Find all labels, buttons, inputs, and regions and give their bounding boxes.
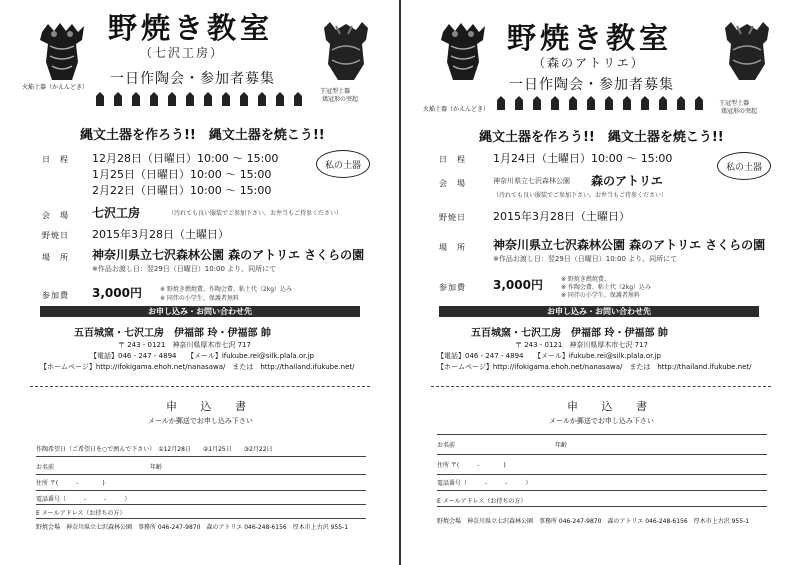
footer-venue-info: 野焼会場 神奈川県立七沢森林公園 事務所 046-247-9870 森のアトリエ 046-248-6156 厚木市上古沢 955-1 — [36, 524, 349, 531]
venue-park: 神奈川県立七沢森林公園 — [493, 177, 570, 185]
crown-pottery-illustration — [719, 20, 775, 82]
flyer-page-right — [401, 0, 800, 565]
form-email-label: E メールアドレス（お持ちの方） — [437, 498, 527, 505]
place-name: 神奈川県立七沢森林公園 森のアトリエ さくらの園 — [92, 248, 365, 262]
contact-name: 五百城窯・七沢工房 伊福部 玲・伊福部 帥 — [471, 328, 668, 339]
contact-name: 五百城窯・七沢工房 伊福部 玲・伊福部 帥 — [74, 328, 271, 339]
contact-phone-email: 【電話】046 - 247 - 4894 【メール】ifukube.rei@silk.plala.or.jp — [437, 352, 662, 360]
fee-note-1: ※ 野焼き燃焼費、 — [561, 276, 610, 283]
place-label: 場 所 — [42, 253, 69, 262]
form-name-label: お名前 — [437, 442, 456, 449]
schedule-label: 日 程 — [42, 155, 69, 164]
pickup-note: ※作品お渡し日：翌29日（日曜日）10:00 より、同所にて — [493, 255, 678, 263]
venue-label: 会 場 — [439, 179, 466, 188]
caption-crest-protrusion: 鶏冠形の突起 — [721, 108, 758, 115]
fee-label: 参加費 — [439, 283, 466, 292]
contact-address: 〒 243 - 0121 神奈川県厚木市七沢 717 — [118, 341, 251, 349]
schedule-date-3: 2月22日（日曜日）10:00 ～ 15:00 — [92, 184, 272, 197]
contact-phone-email: 【電話】046 - 247 - 4894 【メール】ifukube.rei@silk.plala.or.jp — [90, 352, 315, 360]
form-address-label: 住所 〒( - ) — [36, 480, 105, 487]
form-title: 申 込 書 — [166, 400, 256, 413]
firing-date: 2015年3月28日（土曜日） — [493, 210, 630, 223]
place-name: 神奈川県立七沢森林公園 森のアトリエ さくらの園 — [493, 238, 766, 252]
caption-crest-protrusion: 鶏冠形の突起 — [322, 96, 359, 103]
contact-bar: お申し込み・お問い合わせ先 — [40, 306, 360, 317]
form-line — [437, 490, 767, 491]
pottery-row-decoration — [493, 96, 713, 114]
form-phone-label: 電話番号（ - - ） — [36, 496, 131, 503]
fee-note-2: ※ 作陶会費、粘土代（2kg）込み — [561, 284, 652, 291]
crown-pottery-illustration — [318, 20, 374, 82]
form-line — [36, 518, 366, 519]
pickup-note: ※作品お渡し日：翌29日（日曜日）10:00 より、同所にて — [92, 265, 277, 273]
schedule-label: 日 程 — [439, 155, 466, 164]
form-line — [36, 490, 366, 491]
tagline: 縄文土器を作ろう!! 縄文土器を焼こう!! — [80, 128, 325, 143]
cut-line — [431, 386, 771, 387]
my-pottery-bubble: 私の土器 — [316, 150, 370, 178]
firing-label: 野焼日 — [42, 231, 69, 240]
form-name-label: お名前 — [36, 464, 55, 471]
flyer-title: 野焼き教室 — [507, 21, 673, 55]
fee-note-3: ※ 同伴の小学生、保護者無料 — [561, 292, 640, 299]
venue-name: 七沢工房 — [92, 206, 141, 220]
flame-pottery-illustration — [435, 22, 491, 84]
footer-venue-info: 野焼会場 神奈川県立七沢森林公園 事務所 046-247-9870 森のアトリエ 046-248-6156 厚木市上古沢 955-1 — [437, 518, 750, 525]
contact-address: 〒 243 - 0121 神奈川県厚木市七沢 717 — [515, 341, 648, 349]
form-line — [36, 474, 366, 475]
pottery-row-decoration — [92, 92, 312, 110]
venue-clothes-note: （汚れても良い服装でご参加下さい。お弁当もご持参ください） — [493, 192, 668, 199]
fee-note-1: ※ 野焼き燃焼費、作陶会費、粘土代（2kg）込み — [160, 286, 293, 293]
form-date-choice: 作陶希望日（ご希望日を○で囲んで下さい） ①12月28日 ②1月25日 ③2月22日 — [36, 446, 273, 453]
form-line — [437, 506, 767, 507]
my-pottery-bubble: 私の土器 — [717, 152, 771, 180]
flyer-subtitle: （七沢工房） — [140, 46, 225, 60]
form-age-label: 年齢 — [150, 464, 163, 471]
tagline: 縄文土器を作ろう!! 縄文土器を焼こう!! — [479, 130, 724, 145]
fee-note-2: ※ 同伴の小学生、保護者無料 — [160, 295, 239, 302]
form-address-label: 住所 〒( - ) — [437, 462, 506, 469]
cut-line — [30, 386, 370, 387]
form-phone-label: 電話番号（ - - ） — [437, 480, 532, 487]
flyer-subtitle: （森のアトリエ） — [533, 56, 645, 70]
form-note: メールか郵送でお申し込み下さい — [148, 417, 253, 425]
form-title: 申 込 書 — [567, 400, 657, 413]
contact-website: 【ホームページ】http://ifokigama.ehoh.net/nanasawa/ または http://thailand.ifukube.net/ — [437, 363, 752, 371]
form-line — [36, 456, 366, 457]
venue-name: 森のアトリエ — [591, 174, 663, 188]
form-email-label: E メールアドレス（お持ちの方） — [36, 510, 126, 517]
fee-amount: 3,000円 — [92, 286, 142, 300]
form-age-label: 年齢 — [555, 442, 568, 449]
event-heading: 一日作陶会・参加者募集 — [110, 71, 275, 87]
place-label: 場 所 — [439, 243, 466, 252]
schedule-date-2: 1月25日（日曜日）10:00 ～ 15:00 — [92, 168, 272, 181]
caption-crown-pottery: 王冠型土器 — [320, 88, 351, 95]
fee-label: 参加費 — [42, 291, 69, 300]
form-line — [437, 454, 767, 455]
venue-label: 会 場 — [42, 211, 69, 220]
schedule-date-1: 1月24日（土曜日）10:00 ～ 15:00 — [493, 152, 673, 165]
caption-flame-pottery: 火焔土器（かえんどき） — [423, 106, 490, 113]
form-note: メールか郵送でお申し込み下さい — [549, 417, 654, 425]
firing-date: 2015年3月28日（土曜日） — [92, 228, 229, 241]
caption-flame-pottery: 火焔土器（かえんどき） — [22, 84, 89, 91]
contact-bar: お申し込み・お問い合わせ先 — [439, 306, 759, 317]
caption-crown-pottery: 王冠型土器 — [719, 100, 750, 107]
form-line — [36, 504, 366, 505]
fee-amount: 3,000円 — [493, 278, 543, 292]
form-line — [437, 434, 767, 435]
form-line — [437, 474, 767, 475]
venue-clothes-note: （汚れても良い服装でご参加下さい。お弁当もご持参ください） — [168, 210, 343, 217]
flyer-page-left — [0, 0, 399, 565]
schedule-date-1: 12月28日（日曜日）10:00 ～ 15:00 — [92, 152, 279, 165]
firing-label: 野焼日 — [439, 213, 466, 222]
flame-pottery-illustration — [34, 22, 90, 84]
event-heading: 一日作陶会・参加者募集 — [509, 77, 674, 93]
contact-website: 【ホームページ】http://ifokigama.ehoh.net/nanasawa/ または http://thailand.ifukube.net/ — [40, 363, 355, 371]
flyer-title: 野焼き教室 — [108, 11, 274, 45]
